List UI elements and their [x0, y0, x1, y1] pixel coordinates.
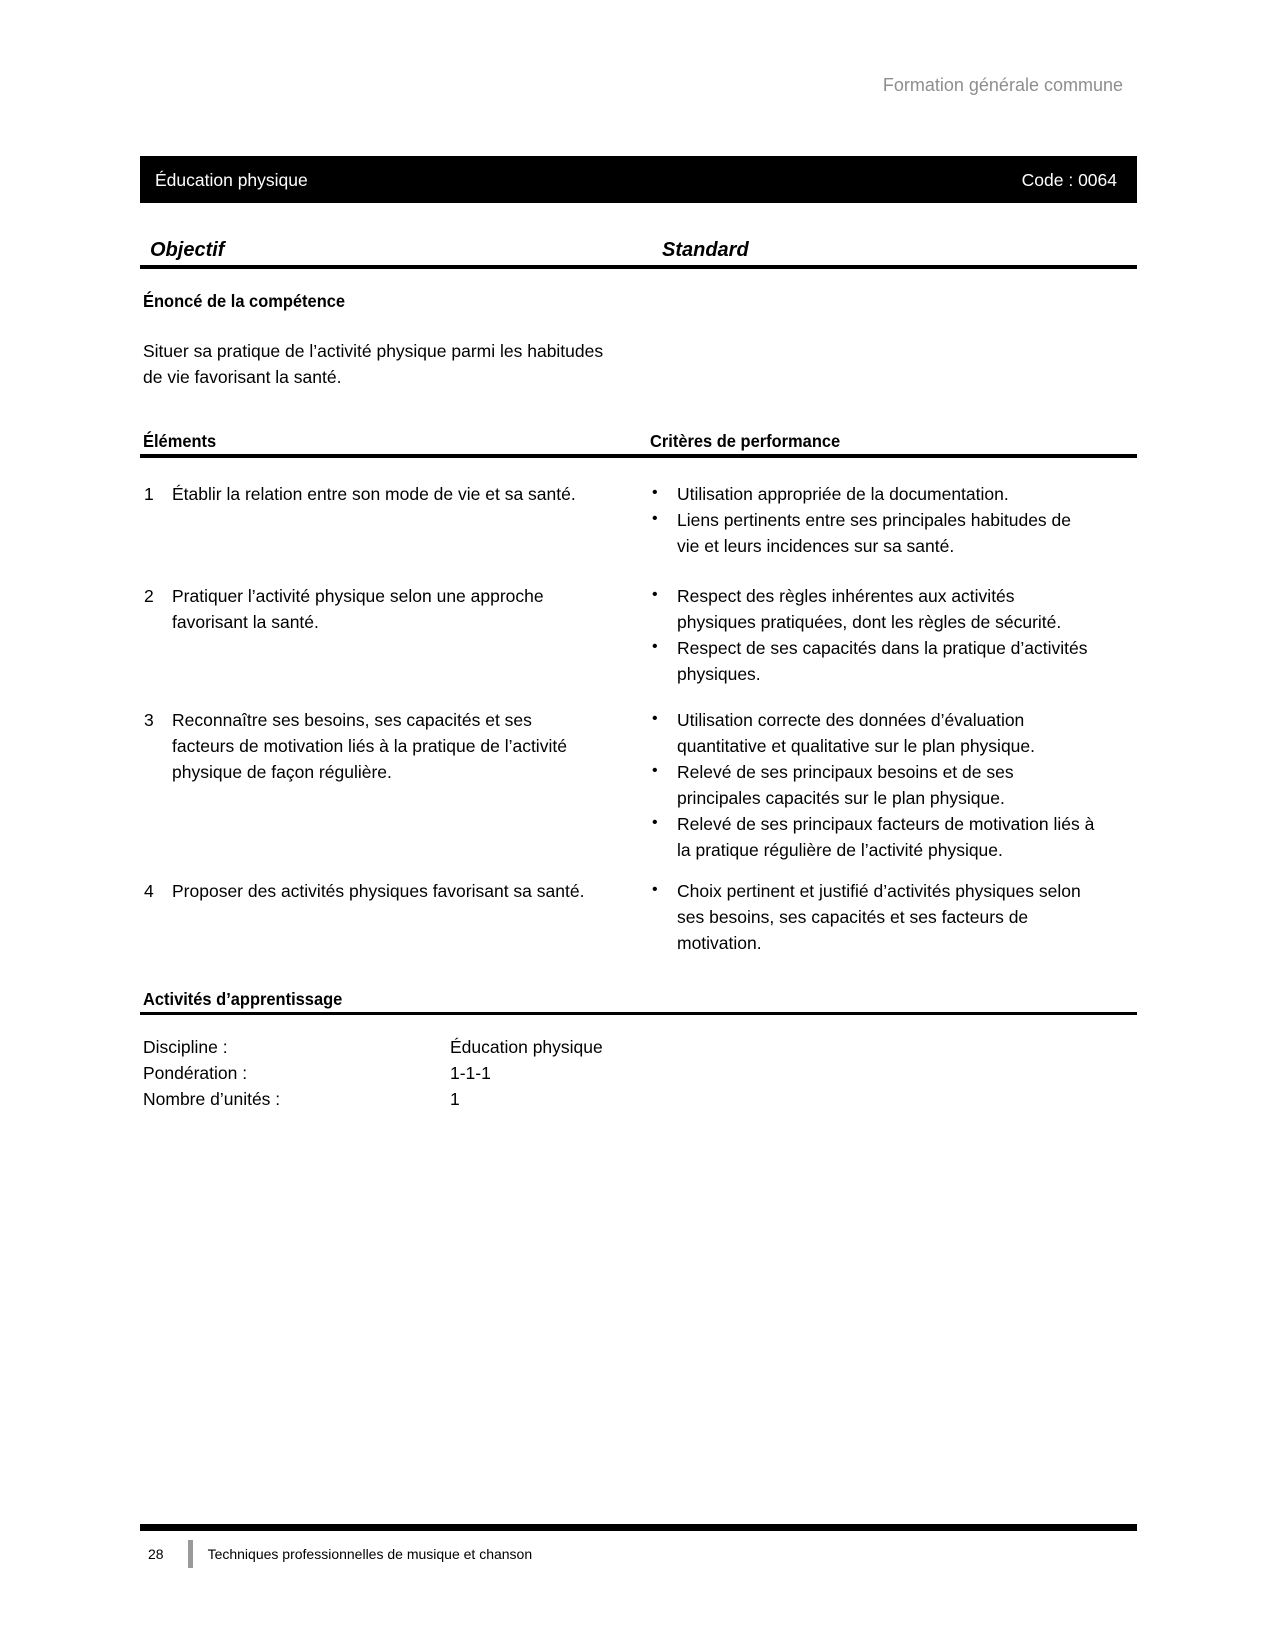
banner-title: Éducation physique	[155, 169, 308, 190]
criterion	[650, 507, 1137, 559]
element-cell	[140, 583, 650, 687]
criterion	[650, 707, 1137, 759]
criteria-cell	[650, 707, 1137, 863]
element-text: Proposer des activités physiques favorisant sa santé.	[172, 881, 585, 901]
field-value-discipline: Éducation physique	[450, 1037, 603, 1057]
criterion-text: Respect de ses capacités dans la pratique d’activités physiques.	[677, 638, 1088, 684]
field-value-ponderation: 1-1-1	[450, 1063, 491, 1083]
criterion-text: Respect des règles inhérentes aux activités physiques pratiquées, dont les règles de sécurité.	[677, 586, 1062, 632]
criteria-cell	[650, 481, 1137, 559]
element-cell	[140, 878, 650, 956]
bullet-icon: •	[652, 586, 658, 603]
objectif-standard-heading-row	[140, 237, 1137, 269]
element-number: 1	[144, 484, 154, 504]
criterion	[650, 481, 1137, 507]
elements-heading	[140, 428, 650, 454]
criterion-text: Relevé de ses principaux besoins et de ses principales capacités sur le plan physique.	[677, 762, 1014, 808]
activites-heading-row	[140, 986, 1137, 1015]
criterion-text: Relevé de ses principaux facteurs de motivation liés à la pratique régulière de l’activité physique.	[677, 814, 1095, 860]
criterion-text: Liens pertinents entre ses principales habitudes de vie et leurs incidences sur sa santé.	[677, 510, 1071, 556]
page-footer	[148, 1540, 532, 1568]
element-number: 4	[144, 881, 154, 901]
activites-heading-label: Activités d’apprentissage	[143, 989, 343, 1009]
table-row	[140, 481, 1137, 559]
element-cell	[140, 481, 650, 559]
footer-rule	[140, 1524, 1137, 1531]
element-text: Établir la relation entre son mode de vie et sa santé.	[172, 484, 576, 504]
criterion-text: Utilisation correcte des données d’évaluation quantitative et qualitative sur le plan physique.	[677, 710, 1036, 756]
footer-divider	[188, 1540, 193, 1568]
bullet-icon: •	[652, 710, 658, 727]
bullet-icon: •	[652, 762, 658, 779]
element-text: Pratiquer l’activité physique selon une approche favorisant la santé.	[172, 586, 544, 632]
element-cell	[140, 707, 650, 863]
table-row	[140, 707, 1137, 863]
table-row	[140, 878, 1137, 956]
column-heading-objectif	[140, 237, 650, 263]
field-value-unites: 1	[450, 1089, 460, 1109]
bullet-icon: •	[652, 510, 658, 527]
element-number: 3	[144, 710, 154, 730]
enonce-heading	[143, 288, 358, 314]
criterion	[650, 811, 1137, 863]
elements-heading-label: Éléments	[143, 431, 217, 451]
course-banner	[140, 156, 1137, 203]
footer-text: Techniques professionnelles de musique et chanson	[207, 1546, 533, 1562]
table-row	[140, 583, 1137, 687]
running-header: Formation générale commune	[882, 75, 1123, 95]
activites-fields	[143, 1034, 603, 1112]
element-number: 2	[144, 586, 154, 606]
criteria-cell	[650, 878, 1137, 956]
column-heading-standard	[650, 237, 749, 263]
criterion-text: Choix pertinent et justifié d’activités physiques selon ses besoins, ses capacités et ses facteurs de motivation.	[677, 881, 1081, 953]
bullet-icon: •	[652, 881, 658, 898]
objectif-label: Objectif	[150, 239, 225, 261]
criterion	[650, 878, 1137, 956]
criteres-heading-label: Critères de performance	[650, 431, 841, 451]
field-row	[143, 1060, 603, 1086]
element-text: Reconnaître ses besoins, ses capacités et ses facteurs de motivation liés à la pratique de l’activité physique de façon régulière.	[172, 710, 567, 782]
page-number: 28	[148, 1546, 164, 1562]
field-label-discipline: Discipline :	[143, 1037, 228, 1057]
standard-label: Standard	[662, 239, 749, 261]
bullet-icon: •	[652, 638, 658, 655]
field-label-ponderation: Pondération :	[143, 1063, 248, 1083]
elements-criteres-heading-row	[140, 428, 1137, 458]
criterion	[650, 635, 1137, 687]
criteres-heading	[650, 428, 852, 454]
banner-code: Code : 0064	[1021, 169, 1117, 190]
bullet-icon: •	[652, 814, 658, 831]
competency-table	[140, 481, 1137, 956]
field-label-unites: Nombre d’unités :	[143, 1089, 281, 1109]
field-row	[143, 1086, 603, 1112]
field-row	[143, 1034, 603, 1060]
enonce-text: Situer sa pratique de l’activité physique parmi les habitudes de vie favorisant la santé.	[143, 341, 604, 387]
criteria-cell	[650, 583, 1137, 687]
criterion	[650, 583, 1137, 635]
enonce-heading-label: Énoncé de la compétence	[143, 291, 346, 311]
bullet-icon: •	[652, 484, 658, 501]
criterion-text: Utilisation appropriée de la documentation.	[677, 484, 1009, 504]
criterion	[650, 759, 1137, 811]
